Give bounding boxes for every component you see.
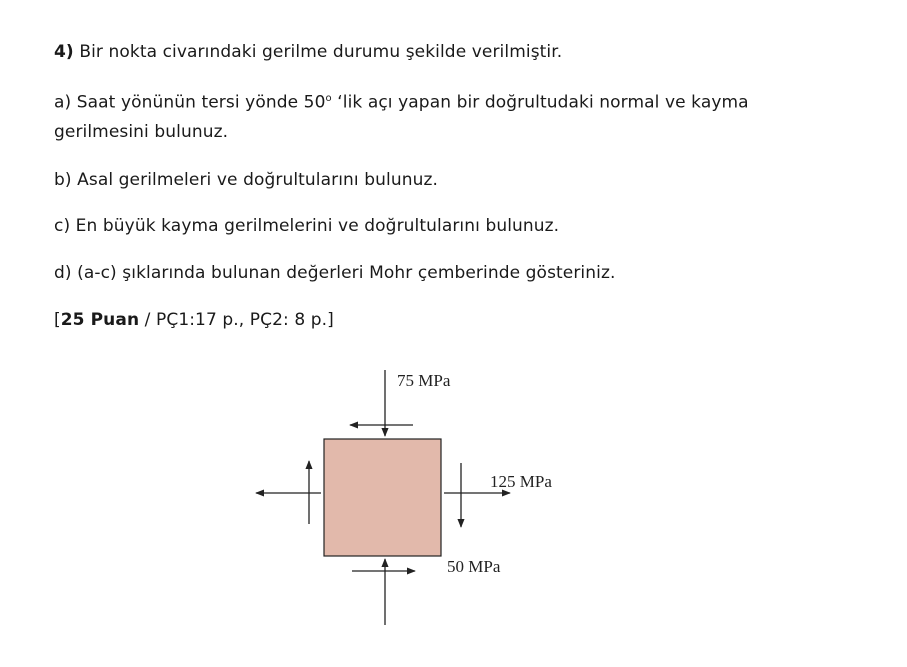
part-a-text-after: ‘lik açı yapan bir doğrultudaki normal ve kayma (331, 92, 749, 113)
points-breakdown: / PÇ1:17 p., PÇ2: 8 p.] (139, 310, 334, 330)
part-c: c) En büyük kayma gerilmelerini ve doğrultularını bulunuz. (54, 216, 560, 236)
points-open-bracket: [ (54, 310, 61, 330)
points-total: 25 Puan (60, 310, 140, 330)
part-a-text-before: a) Saat yönünün tersi yönde 50 (54, 92, 326, 113)
stress-element-square (324, 439, 441, 556)
part-d: d) (a-c) şıklarında bulunan değerleri Mohr çemberinde gösteriniz. (54, 263, 616, 283)
label-right-stress: 125 MPa (490, 472, 552, 491)
part-a-line2: gerilmesini bulunuz. (54, 122, 229, 142)
question-number: 4) (54, 42, 74, 62)
label-bottom-stress: 50 MPa (447, 557, 501, 576)
part-b: b) Asal gerilmeleri ve doğrultularını bulunuz. (54, 170, 438, 190)
degree-superscript: o (325, 93, 332, 104)
label-top-stress: 75 MPa (397, 371, 451, 390)
question-intro: Bir nokta civarındaki gerilme durumu şekilde verilmiştir. (73, 42, 563, 62)
